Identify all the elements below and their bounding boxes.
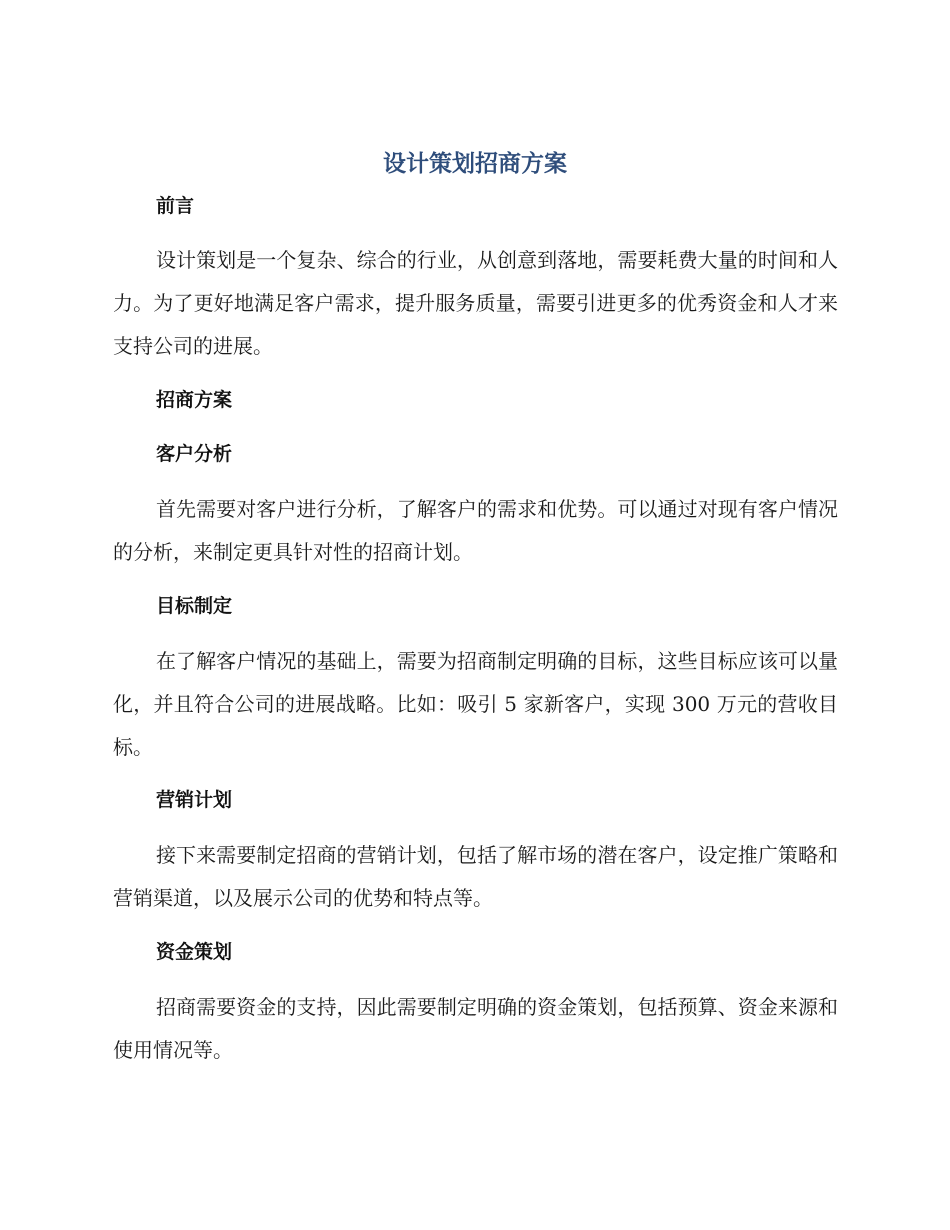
section-heading-goal-setting: 目标制定 [156, 595, 233, 617]
section-heading-preface: 前言 [156, 195, 195, 217]
section-body-preface: 设计策划是一个复杂、综合的行业，从创意到落地，需要耗费大量的时间和人力。为了更好地满足客户需求，提升服务质量，需要引进更多的优秀资金和人才来支持公司的进展。 [113, 248, 838, 358]
section-heading-marketing-plan: 营销计划 [156, 789, 233, 811]
section-heading-plan: 招商方案 [156, 389, 233, 411]
section-body-goal-setting: 在了解客户情况的基础上，需要为招商制定明确的目标，这些目标应该可以量化，并且符合公司的进展战略。比如：吸引 5 家新客户，实现 300 万元的营收目标。 [113, 649, 838, 759]
section-body-funding-plan: 招商需要资金的支持，因此需要制定明确的资金策划，包括预算、资金来源和使用情况等。 [113, 995, 838, 1062]
section-body-marketing-plan: 接下来需要制定招商的营销计划，包括了解市场的潜在客户，设定推广策略和营销渠道，以及展示公司的优势和特点等。 [113, 843, 838, 910]
section-heading-customer-analysis: 客户分析 [156, 443, 233, 465]
section-body-customer-analysis: 首先需要对客户进行分析，了解客户的需求和优势。可以通过对现有客户情况的分析，来制定更具针对性的招商计划。 [113, 497, 838, 564]
section-heading-funding-plan: 资金策划 [156, 941, 233, 963]
document-title: 设计策划招商方案 [383, 151, 567, 177]
